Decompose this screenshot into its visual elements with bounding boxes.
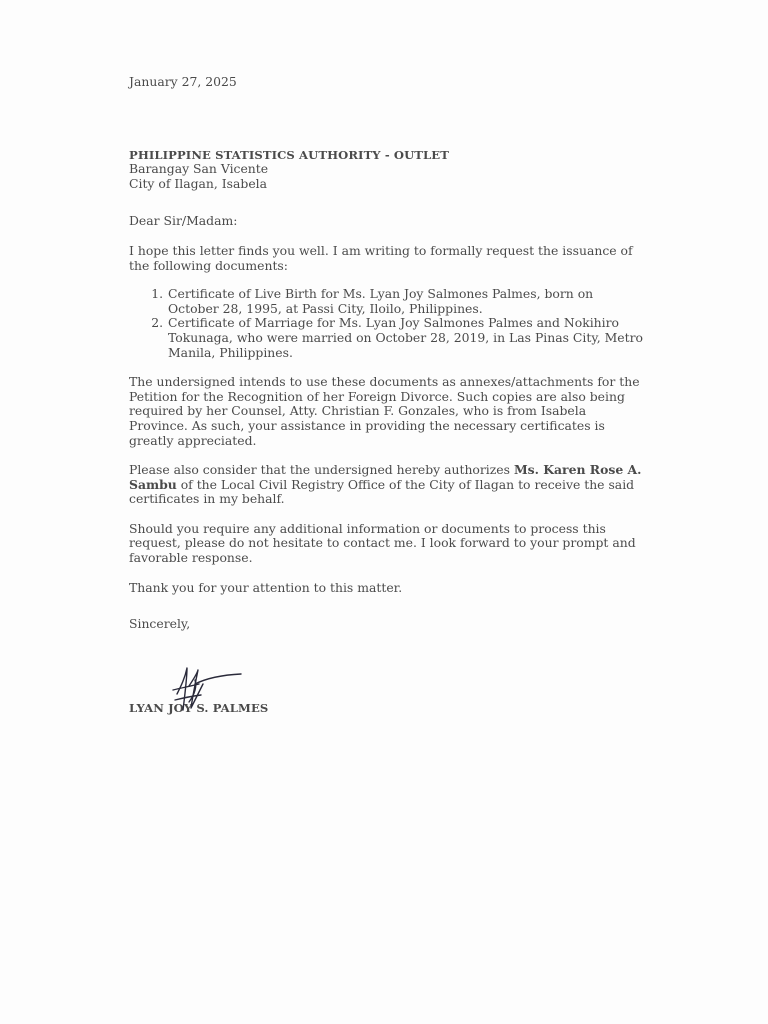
signatory-name: LYAN JOY S. PALMES [129, 700, 269, 715]
signature-block [129, 662, 644, 722]
handwritten-signature [165, 664, 245, 716]
authorization-paragraph [129, 463, 644, 507]
authorized-person-name: Ms. Karen Rose A. Sambu [129, 462, 642, 492]
recipient-address [129, 148, 644, 192]
requested-documents-list [129, 287, 644, 360]
authorization-text-after: of the Local Civil Registry Office of the City of Ilagan to receive the said certificates in my behalf. [129, 476, 635, 507]
letter-body [129, 75, 644, 722]
recipient-organization: PHILIPPINE STATISTICS AUTHORITY - OUTLET [129, 147, 449, 162]
list-item: 2. Certificate of Marriage for Ms. Lyan Joy Salmones Palmes and Nokihiro Tokunaga, who were married on October 28, 2019, in Las Pinas City, Metro Manila, Philippines. [167, 316, 644, 360]
closing: Sincerely, [129, 616, 191, 632]
list-item: 1. Certificate of Live Birth for Ms. Lyan Joy Salmones Palmes, born on October 28, 1995, at Passi City, Iloilo, Philippines. [167, 287, 644, 316]
purpose-paragraph: The undersigned intends to use these documents as annexes/attachments for the Petition for the Recognition of her Foreign Divorce. Such copies are also being required by her Counsel, Atty. Christian F. Gonzales, who is from Isabela Province. As such, your assistance in providing the necessary certificates is greatly appreciated. [129, 374, 640, 448]
authorization-text-before: Please also consider that the undersigned hereby authorizes [129, 462, 514, 478]
salutation: Dear Sir/Madam: [129, 213, 238, 229]
thanks-paragraph: Thank you for your attention to this matter. [129, 579, 403, 595]
recipient-address-line-1: Barangay San Vicente [129, 161, 269, 177]
letter-date: January 27, 2025 [129, 74, 237, 89]
intro-paragraph: I hope this letter finds you well. I am writing to formally request the issuance of the following documents: [129, 242, 633, 273]
recipient-address-line-2: City of Ilagan, Isabela [129, 175, 268, 191]
contact-paragraph: Should you require any additional information or documents to process this request, please do not hesitate to contact me. I look forward to your prompt and favorable response. [129, 520, 636, 566]
